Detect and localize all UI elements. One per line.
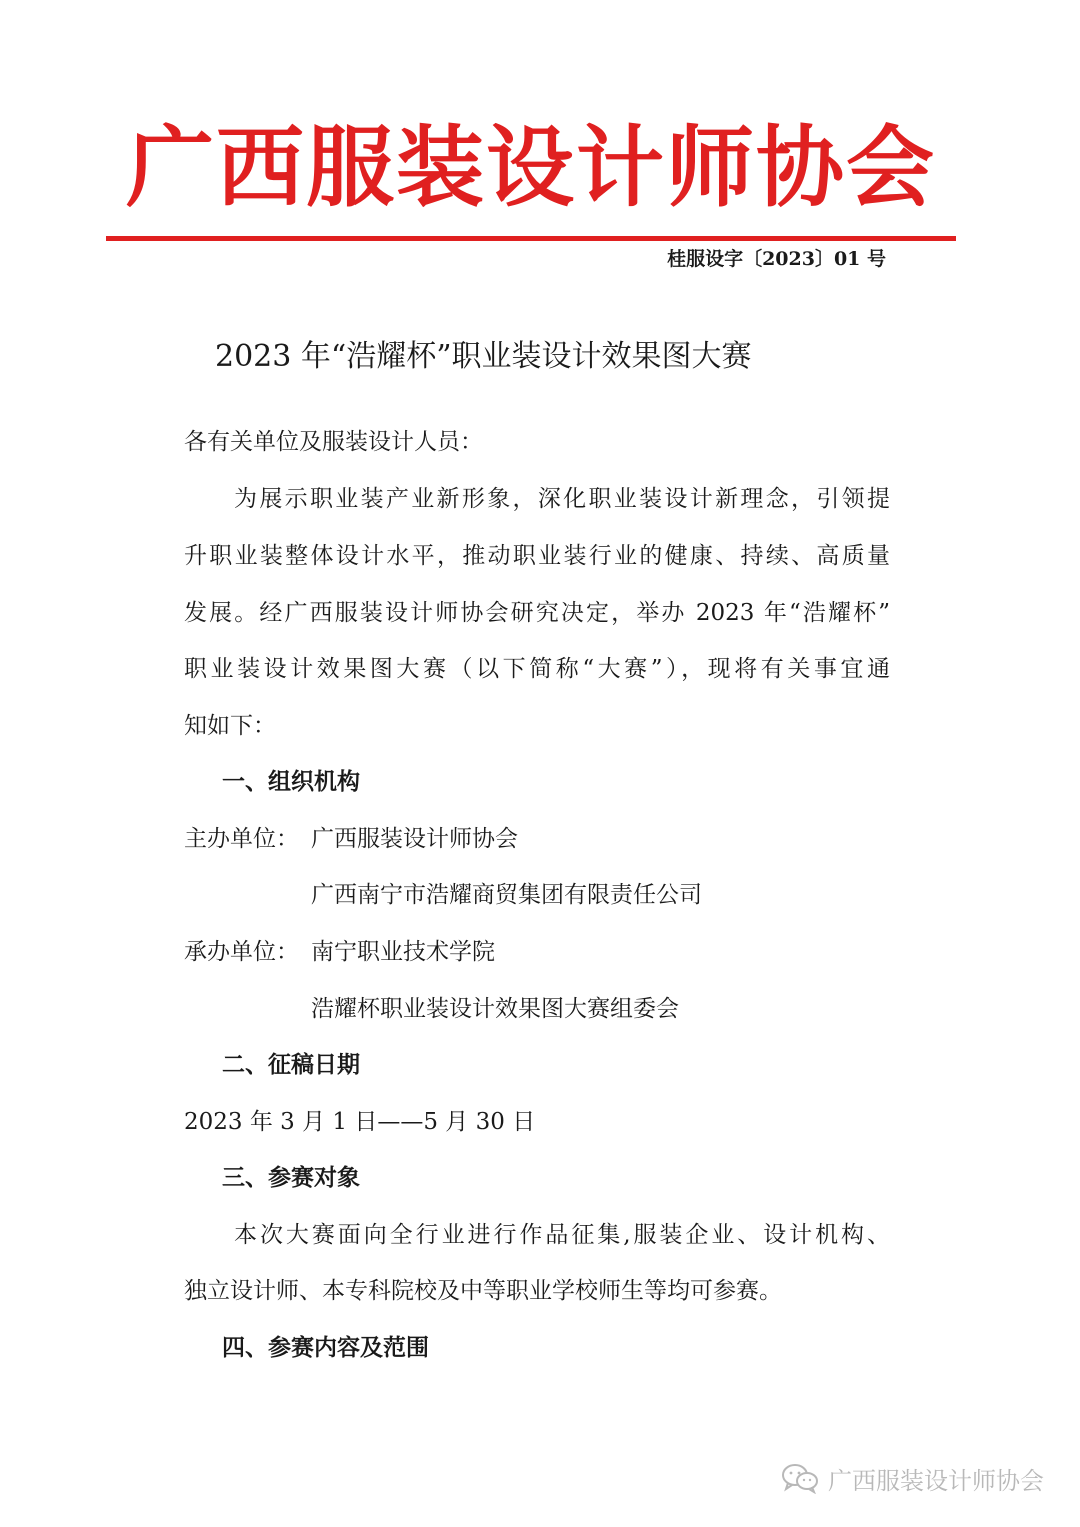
watermark-text: 广西服装设计师协会 (828, 1466, 1044, 1495)
header-red-rule (106, 236, 956, 241)
wechat-icon (780, 1462, 820, 1494)
section-heading-dates: 二、征稿日期 (222, 1052, 360, 1078)
participants-line: 独立设计师、本专科院校及中等职业学校师生等均可参赛。 (184, 1278, 782, 1304)
section-heading-participants: 三、参赛对象 (222, 1165, 360, 1191)
document-number: 桂服设字〔2023〕01 号 (667, 248, 886, 270)
intro-line: 升职业装整体设计水平，推动职业装行业的健康、持续、高质量 (184, 543, 890, 569)
masthead-organization-name: 广西服装设计师协会 (125, 116, 936, 219)
host-organization: 广西南宁市浩耀商贸集团有限责任公司 (311, 882, 702, 908)
submission-dates: 2023 年 3 月 1 日——5 月 30 日 (184, 1109, 536, 1135)
intro-line: 职业装设计效果图大赛（以下简称“大赛”），现将有关事宜通 (184, 656, 890, 682)
section-heading-organization: 一、组织机构 (222, 769, 360, 795)
host-organization: 广西服装设计师协会 (311, 826, 518, 852)
organizer-organization: 浩耀杯职业装设计效果图大赛组委会 (311, 996, 679, 1022)
organizer-label: 承办单位： (184, 939, 299, 965)
organizer-organization: 南宁职业技术学院 (311, 939, 495, 965)
intro-line: 发展。经广西服装设计师协会研究决定，举办 2023 年“浩耀杯” (184, 600, 890, 626)
host-label: 主办单位： (184, 826, 299, 852)
intro-line: 知如下： (184, 713, 276, 739)
salutation: 各有关单位及服装设计人员： (184, 429, 483, 455)
intro-line: 为展示职业装产业新形象，深化职业装设计新理念，引领提 (234, 486, 890, 512)
document-title: 2023 年“浩耀杯”职业装设计效果图大赛 (215, 339, 752, 374)
section-heading-scope: 四、参赛内容及范围 (222, 1335, 429, 1361)
wechat-watermark (780, 1460, 1044, 1496)
participants-line: 本次大赛面向全行业进行作品征集,服装企业、设计机构、 (234, 1222, 890, 1248)
